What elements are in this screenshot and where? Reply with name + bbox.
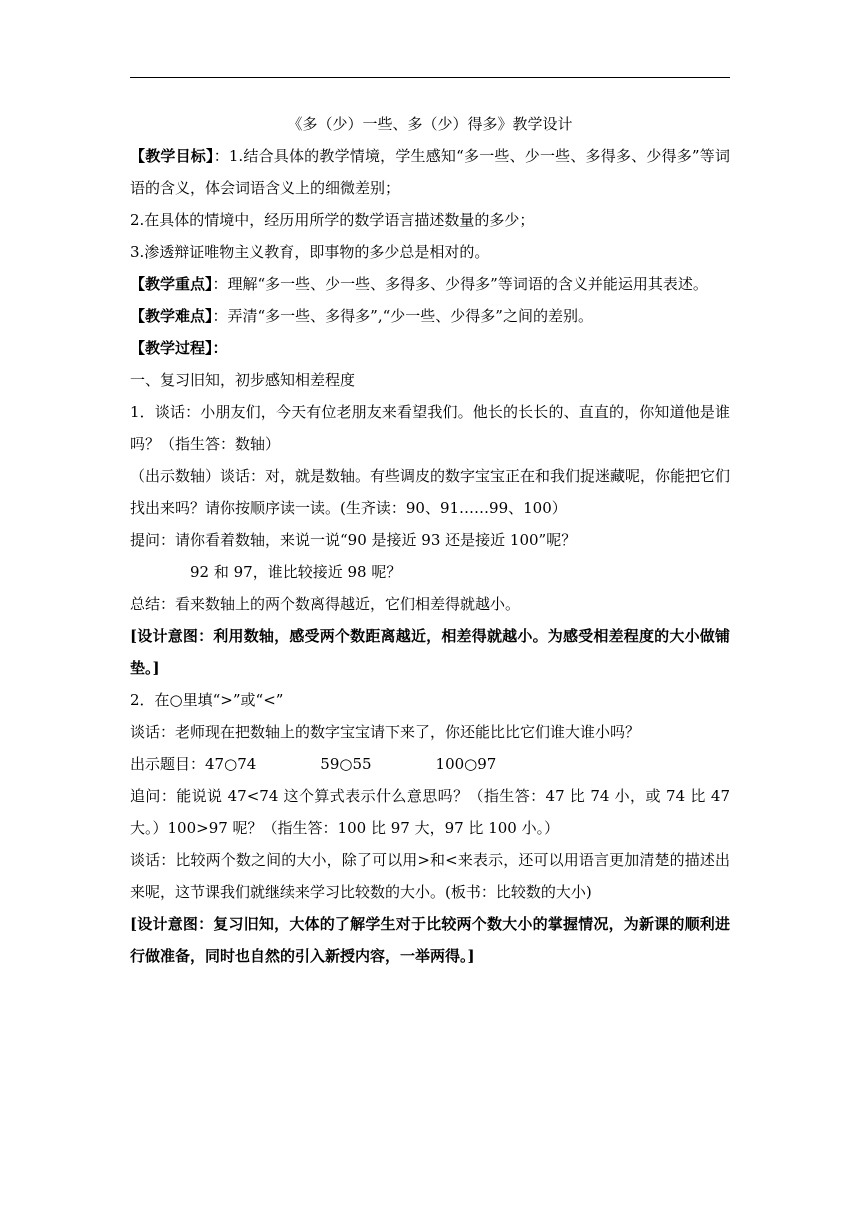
teaching-process-heading [130,332,730,364]
goals-item-2: 2.在具体的情境中，经历用所学的数学语言描述数量的多少； [130,211,535,229]
exercise-label: 出示题目： [130,755,206,773]
paragraph-4: 92 和 97，谁比较接近 98 呢？ [190,563,402,581]
exercise-question-1: 47○74 [205,755,257,773]
teaching-key-points [130,268,730,300]
design-intent-2: [设计意图：复习旧知，大体的了解学生对于比较两个数大小的掌握情况，为新课的顺利进行做准备，同时也自然的引入新授内容，一举两得。] [130,915,730,965]
teaching-goals [130,140,730,204]
paragraph-9: 谈话：比较两个数之间的大小，除了可以用>和<来表示，还可以用语言更加清楚的描述出来呢，这节课我们就继续来学习比较数的大小。(板书：比较数的大小) [130,851,730,901]
teaching-difficulty [130,300,730,332]
goals-item-3: 3.渗透辩证唯物主义教育，即事物的多少总是相对的。 [130,243,490,261]
exercise-question-2: 59○55 [320,755,372,773]
document-title: 《多（少）一些、多（少）得多》教学设计 [287,115,573,133]
key-text: ：理解“多一些、少一些、多得多、少得多”等词语的含义并能运用其表述。 [212,275,708,293]
paragraph-2: （出示数轴）谈话：对，就是数轴。有些调皮的数字宝宝正在和我们捉迷藏呢，你能把它们找出来吗？请你按顺序读一读。(生齐读：90、91……99、100） [130,467,731,517]
difficulty-label: 【教学难点】 [130,307,213,325]
paragraph-8: 追问：能说说 47<74 这个算式表示什么意思吗？（指生答：47 比 74 小，或 74 比 47 大。）100>97 呢？（指生答：100 比 97 大，97 比 100 小。） [130,787,730,837]
key-label: 【教学重点】 [130,275,213,293]
section-heading-1: 一、复习旧知，初步感知相差程度 [130,371,356,389]
goals-label: 【教学目标】 [130,147,214,165]
paragraph-3: 提问：请你看着数轴，来说一说“90 是接近 93 还是接近 100”呢？ [130,531,577,549]
paragraph-7: 谈话：老师现在把数轴上的数字宝宝请下来了，你还能比比它们谁大谁小吗？ [130,723,641,741]
design-intent-1: [设计意图：利用数轴，感受两个数距离越近，相差得就越小。为感受相差程度的大小做铺垫。] [130,627,730,677]
process-colon: ： [212,339,228,357]
process-label: 【教学过程】 [130,339,213,357]
difficulty-text: ：弄清“多一些、多得多”,“少一些、少得多”之间的差别。 [212,307,593,325]
paragraph-6: 2．在○里填“>”或“<” [130,691,284,709]
paragraph-5: 总结：看来数轴上的两个数离得越近，它们相差得就越小。 [130,595,521,613]
goals-item-1: ：1.结合具体的教学情境，学生感知“多一些、少一些、多得多、少得多”等词语的含义，体会词语含义上的细微差别； [130,147,730,197]
exercise-question-3: 100○97 [435,755,497,773]
exercise-line [130,748,730,780]
header-rule [130,77,730,78]
document-body [130,108,730,972]
paragraph-1: 1．谈话：小朋友们，今天有位老朋友来看望我们。他长的长长的、直直的，你知道他是谁吗？（指生答：数轴） [130,403,730,453]
